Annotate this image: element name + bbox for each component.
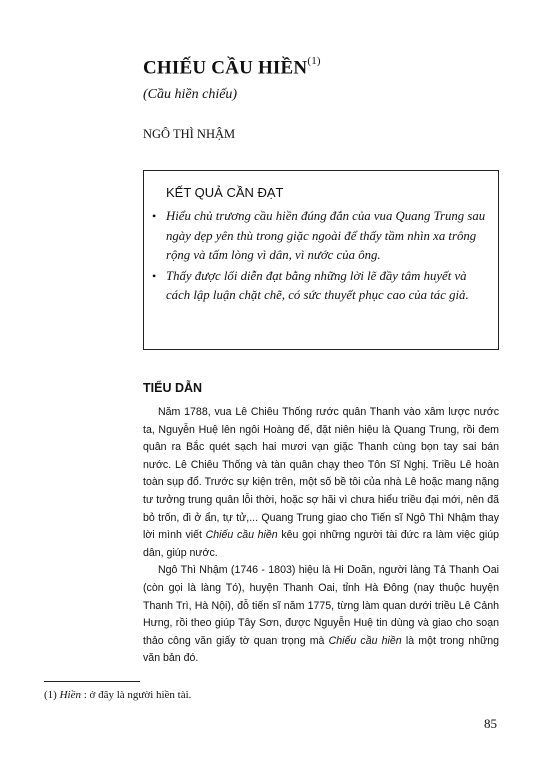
- title-footnote-ref[interactable]: (1): [307, 55, 321, 67]
- paragraph-text: kêu gọi những người tài đức ra làm việc giúp dân, giúp nước.: [143, 529, 499, 559]
- footnote: [44, 689, 191, 701]
- section-heading: TIỂU DẪN: [143, 381, 203, 395]
- paragraph-text: là một trong những văn bản đó.: [143, 634, 499, 665]
- learning-goal-item: [152, 207, 490, 266]
- paragraph-historical-context: [143, 404, 499, 562]
- author-name: NGÔ THÌ NHẬM: [143, 127, 236, 141]
- paragraph-text: Ngô Thì Nhậm (1746 - 1803) hiệu là Hi Doãn, người làng Tả Thanh Oai (còn gọi là làng Tó), huyện Thanh Oai, tỉnh Hà Đông (nay thuộc huyện Thanh Trì, Hà Nội), đỗ tiến sĩ năm 1775, từng làm quan dưới triều Lê Cảnh Hưng, rồi theo giúp Tây Sơn, được Nguyễn Huệ tin dùng và giao cho soạn thảo công văn giấy tờ quan trọng mà: [143, 564, 499, 647]
- work-title-italic: Chiếu cầu hiền: [328, 634, 402, 647]
- footnote-divider: [44, 681, 140, 682]
- paragraph-author-bio: [143, 562, 499, 668]
- page-title: [143, 57, 321, 79]
- page-number: 85: [484, 716, 497, 731]
- footnote-text: : ở đây là người hiền tài.: [80, 689, 192, 701]
- paragraph-text: Năm 1788, vua Lê Chiêu Thống rước quân Thanh vào xâm lược nước ta, Nguyễn Huệ lên ngôi Hoàng đế, đặt niên hiệu là Quang Trung, rồi đem quân ra Bắc quét sạch hai mươi vạn giặc Thanh cùng bọn tay sai bán nước. Lê Chiêu Thống và tàn quân chạy theo Tôn Sĩ Nghị. Triều Lê hoàn toàn sụp đổ. Trước sự kiện trên, một số bề tôi của nhà Lê hoặc mang nặng tư tưởng trung quân lỗi thời, hoặc sợ hãi vì chưa hiểu triều đại mới, nên đã bỏ trốn, đi ở ẩn, tự tử,... Quang Trung giao cho Tiến sĩ Ngô Thì Nhậm thay lời mình viết: [143, 406, 499, 542]
- learning-goal-text: Hiểu chủ trương cầu hiền đúng đắn của vua Quang Trung sau ngày dẹp yên thù trong giặc ngoài để thấy tầm nhìn xa trông rộng và tấm lòng vì dân, vì nước của ông.: [166, 209, 486, 262]
- footnote-term: Hiền: [59, 689, 81, 701]
- learning-goals-heading: KẾT QUẢ CẦN ĐẠT: [166, 185, 284, 200]
- learning-goal-item: [152, 267, 490, 306]
- introduction-body: [143, 404, 499, 668]
- learning-goals-list: [152, 207, 490, 307]
- footnote-marker: (1): [44, 689, 60, 701]
- subtitle: (Cầu hiền chiếu): [143, 87, 238, 102]
- bullet-icon: •: [152, 268, 157, 283]
- title-text: CHIẾU CẦU HIỀN: [143, 57, 308, 79]
- learning-goal-text: Thấy được lối diễn đạt bằng những lời lẽ đầy tâm huyết và cách lập luận chặt chẽ, có sức thuyết phục cao của tác giả.: [166, 268, 469, 302]
- work-title-italic: Chiếu cầu hiền: [205, 529, 278, 542]
- bullet-icon: •: [152, 209, 157, 223]
- learning-goals-box: [143, 170, 499, 350]
